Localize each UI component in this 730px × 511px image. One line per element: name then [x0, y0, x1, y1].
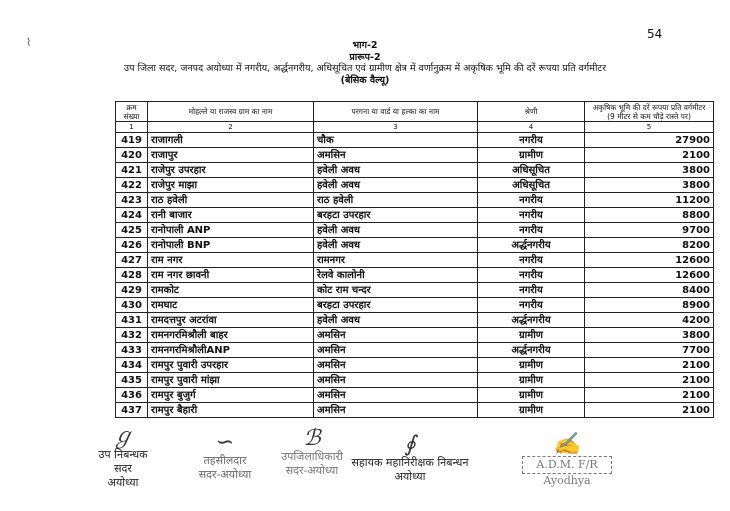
table-row: [116, 328, 714, 343]
cell-locality: राजेपुर माझा: [148, 178, 314, 193]
cell-pargana: हवेली अवध: [314, 163, 478, 178]
signature-place: Ayodhya: [543, 474, 591, 487]
cell-serial: 436: [116, 388, 148, 403]
table-row: [116, 253, 714, 268]
table-row: [116, 238, 714, 253]
table-row: [116, 358, 714, 373]
column-number: 3: [314, 122, 478, 133]
cell-pargana: रामनगर: [314, 253, 478, 268]
cell-locality: रामनगरमिश्रौली बाहर: [148, 328, 314, 343]
cell-category: अधिसूचित: [478, 163, 585, 178]
cell-pargana: अमसिन: [314, 373, 478, 388]
signature-mark: ∮: [404, 432, 416, 457]
cell-category: अर्द्धनगरीय: [478, 343, 585, 358]
table-row: [116, 313, 714, 328]
cell-locality: रामपुर बैहारी: [148, 403, 314, 418]
margin-mark: ⌇: [26, 36, 32, 49]
cell-serial: 419: [116, 133, 148, 148]
signature-title: सहायक महानिरीक्षक निबन्धन: [351, 456, 469, 469]
cell-rate: 8800: [585, 208, 714, 223]
cell-serial: 424: [116, 208, 148, 223]
signature-title: A.D.M. F/R: [522, 456, 612, 474]
cell-serial: 421: [116, 163, 148, 178]
cell-pargana: अमसिन: [314, 148, 478, 163]
cell-serial: 430: [116, 298, 148, 313]
table-row: [116, 163, 714, 178]
cell-pargana: हवेली अवध: [314, 178, 478, 193]
cell-pargana: अमसिन: [314, 358, 478, 373]
cell-category: अर्द्धनगरीय: [478, 313, 585, 328]
cell-serial: 420: [116, 148, 148, 163]
signature-title: उपजिलाधिकारी: [281, 450, 343, 463]
cell-serial: 427: [116, 253, 148, 268]
cell-rate: 9700: [585, 223, 714, 238]
cell-pargana: अमसिन: [314, 388, 478, 403]
cell-locality: रामकोट: [148, 283, 314, 298]
cell-locality: राठ हवेली: [148, 193, 314, 208]
cell-locality: रामपुर पुवारी मांझा: [148, 373, 314, 388]
table-row: [116, 223, 714, 238]
cell-locality: रानोपाली BNP: [148, 238, 314, 253]
cell-category: ग्रामीण: [478, 388, 585, 403]
signature-sub-registrar: [78, 426, 168, 490]
column-header-pargana: परगना या वार्ड या हल्का का नाम: [314, 102, 478, 122]
column-number: 2: [148, 122, 314, 133]
cell-rate: 3800: [585, 163, 714, 178]
cell-pargana: अमसिन: [314, 328, 478, 343]
signature-place: अयोध्या: [394, 470, 426, 483]
cell-category: नगरीय: [478, 298, 585, 313]
cell-rate: 2100: [585, 403, 714, 418]
cell-category: ग्रामीण: [478, 358, 585, 373]
cell-rate: 3800: [585, 178, 714, 193]
cell-locality: रानोपाली ANP: [148, 223, 314, 238]
document-subtitle: (बेसिक वैल्यू): [340, 74, 390, 86]
signature-mark: ℊ: [111, 424, 134, 449]
column-number: 4: [478, 122, 585, 133]
signature-place: सदर-अयोध्या: [198, 468, 252, 481]
cell-serial: 428: [116, 268, 148, 283]
signature-tehsildar: [180, 432, 270, 482]
table-row: [116, 283, 714, 298]
table-row: [116, 298, 714, 313]
table-body: [116, 133, 714, 418]
cell-pargana: रेलवे कालोनी: [314, 268, 478, 283]
column-number-row: [116, 122, 714, 133]
cell-pargana: चौक: [314, 133, 478, 148]
cell-pargana: हवेली अवध: [314, 313, 478, 328]
column-header-rate: अकृषिक भूमि की दरें रूपया प्रति वर्गमीटर (9 मीटर से कम चौड़े रास्ते पर): [585, 102, 714, 122]
cell-rate: 12600: [585, 253, 714, 268]
cell-locality: रामपुर बुजुर्ग: [148, 388, 314, 403]
cell-serial: 423: [116, 193, 148, 208]
cell-category: नगरीय: [478, 253, 585, 268]
table-row: [116, 373, 714, 388]
cell-locality: राम नगर: [148, 253, 314, 268]
cell-category: अधिसूचित: [478, 178, 585, 193]
cell-rate: 2100: [585, 373, 714, 388]
cell-serial: 422: [116, 178, 148, 193]
cell-locality: रानी बाजार: [148, 208, 314, 223]
signature-district: अयोध्या: [107, 476, 139, 489]
table-row: [116, 388, 714, 403]
cell-locality: राम नगर छावनी: [148, 268, 314, 283]
cell-category: नगरीय: [478, 193, 585, 208]
column-header-category: श्रेणी: [478, 102, 585, 122]
cell-rate: 4200: [585, 313, 714, 328]
cell-rate: 7700: [585, 343, 714, 358]
table-header-row: [116, 102, 714, 122]
cell-category: ग्रामीण: [478, 403, 585, 418]
cell-locality: राजापुर: [148, 148, 314, 163]
cell-locality: रामपुर पुवारी उपरहार: [148, 358, 314, 373]
cell-serial: 426: [116, 238, 148, 253]
document-header: [0, 40, 730, 86]
cell-pargana: बरहटा उपरहार: [314, 208, 478, 223]
table-row: [116, 343, 714, 358]
cell-rate: 12600: [585, 268, 714, 283]
cell-rate: 8400: [585, 283, 714, 298]
cell-pargana: बरहटा उपरहार: [314, 298, 478, 313]
table-row: [116, 148, 714, 163]
cell-serial: 437: [116, 403, 148, 418]
cell-category: नगरीय: [478, 133, 585, 148]
cell-category: ग्रामीण: [478, 328, 585, 343]
cell-locality: रामघाट: [148, 298, 314, 313]
cell-category: नगरीय: [478, 208, 585, 223]
part-heading: भाग-2: [352, 40, 378, 51]
signature-mark: ℬ: [303, 426, 321, 451]
cell-serial: 433: [116, 343, 148, 358]
signature-adm: [522, 434, 612, 488]
form-heading: प्रारूप-2: [349, 51, 381, 63]
cell-category: नगरीय: [478, 268, 585, 283]
cell-serial: 432: [116, 328, 148, 343]
cell-category: ग्रामीण: [478, 148, 585, 163]
document-title: उप जिला सदर, जनपद अयोध्या में नगरीय, अर्द्धनगरीय, अधिसूचित एवं ग्रामीण क्षेत्र में वर्णानुक्रम में अकृषिक भूमि की दरें रूपया प्रति वर्गमीटर: [123, 63, 607, 74]
table-row: [116, 178, 714, 193]
cell-rate: 2100: [585, 388, 714, 403]
cell-category: नगरीय: [478, 223, 585, 238]
column-number: 5: [585, 122, 714, 133]
signature-place: सदर-अयोध्या: [285, 464, 339, 477]
table-row: [116, 208, 714, 223]
column-header-locality: मोहल्ले या राजस्व ग्राम का नाम: [148, 102, 314, 122]
signature-mark: ∽: [215, 430, 235, 455]
signature-title: तहसीलदार: [203, 454, 247, 467]
cell-rate: 27900: [585, 133, 714, 148]
cell-locality: रामनगरमिश्रौलीANP: [148, 343, 314, 358]
rates-table: [115, 101, 714, 418]
cell-pargana: राठ हवेली: [314, 193, 478, 208]
cell-serial: 435: [116, 373, 148, 388]
cell-serial: 429: [116, 283, 148, 298]
signature-mark: ✍: [553, 432, 581, 457]
cell-rate: 2100: [585, 358, 714, 373]
page-number: 54: [647, 27, 663, 41]
cell-rate: 11200: [585, 193, 714, 208]
cell-category: अर्द्धनगरीय: [478, 238, 585, 253]
signature-place: सदर: [114, 462, 132, 475]
signature-aig-registration: [335, 434, 485, 484]
cell-pargana: कोट राम चन्दर: [314, 283, 478, 298]
cell-serial: 434: [116, 358, 148, 373]
column-number: 1: [116, 122, 148, 133]
cell-category: नगरीय: [478, 283, 585, 298]
cell-rate: 3800: [585, 328, 714, 343]
table-row: [116, 403, 714, 418]
cell-pargana: हवेली अवध: [314, 238, 478, 253]
cell-category: ग्रामीण: [478, 373, 585, 388]
cell-pargana: अमसिन: [314, 403, 478, 418]
table-row: [116, 133, 714, 148]
cell-serial: 425: [116, 223, 148, 238]
cell-rate: 8900: [585, 298, 714, 313]
signature-title: उप निबन्धक: [98, 448, 148, 461]
cell-pargana: हवेली अवध: [314, 223, 478, 238]
cell-rate: 2100: [585, 148, 714, 163]
cell-rate: 8200: [585, 238, 714, 253]
cell-locality: राजागली: [148, 133, 314, 148]
cell-locality: राजेपुर उपरहार: [148, 163, 314, 178]
column-header-serial: क्रम संख्या: [116, 102, 148, 122]
cell-locality: रामदत्तपुर अटरांवा: [148, 313, 314, 328]
table-row: [116, 268, 714, 283]
cell-pargana: अमसिन: [314, 343, 478, 358]
table-row: [116, 193, 714, 208]
cell-serial: 431: [116, 313, 148, 328]
